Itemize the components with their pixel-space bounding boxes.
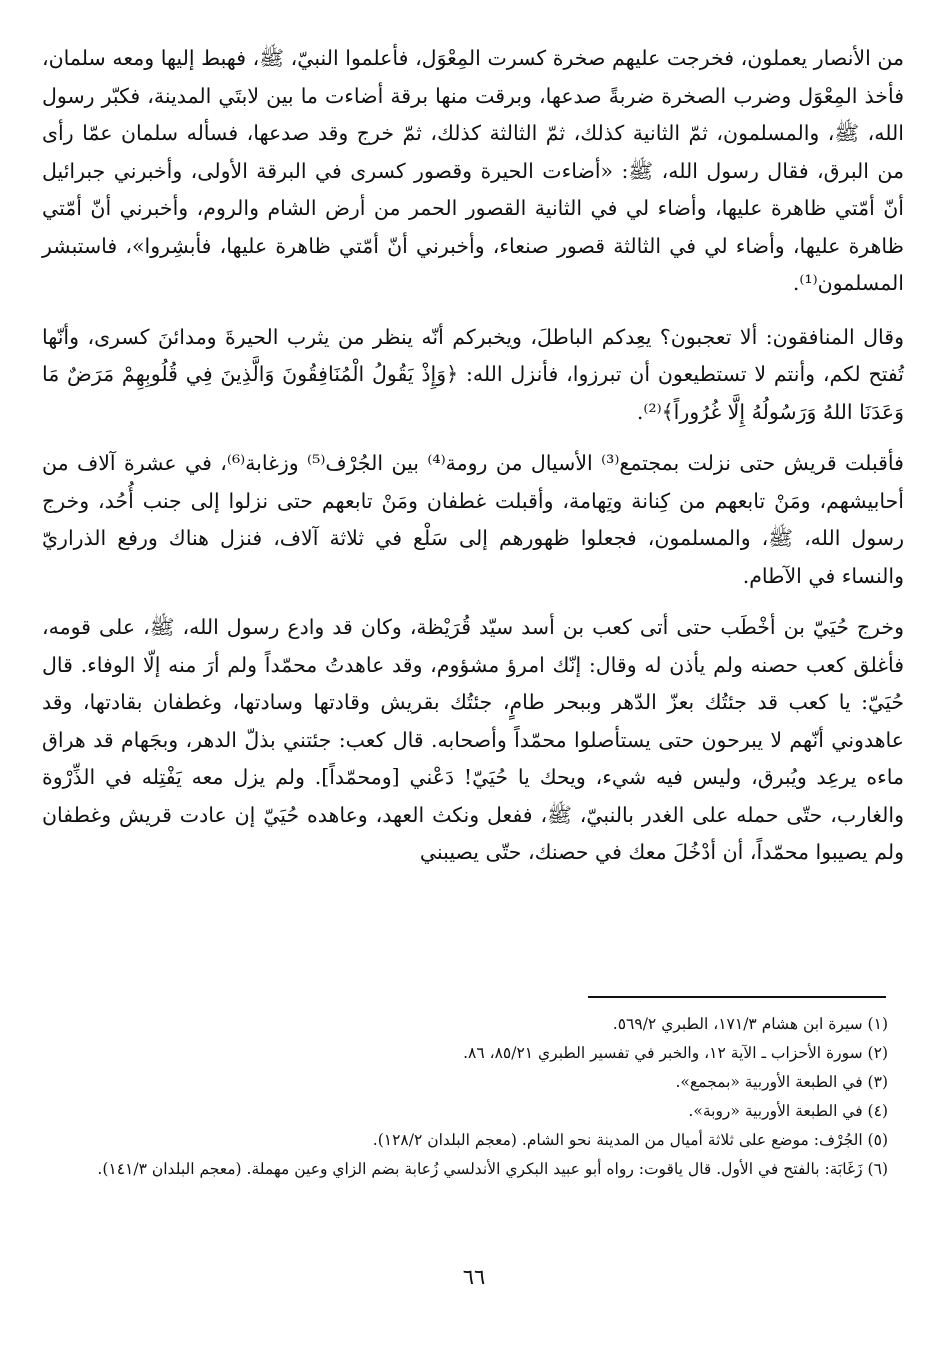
footnote-6: (٦) زَغَابَة: بالفتح في الأول. قال ياقوت: رواه أبو عبيد البكري الأندلسي زُعابة بضم الزاي وعين مهملة. (معجم البلدان ١٤١/٣).: [97, 1160, 888, 1178]
footnote-5: (٥) الجُرْف: موضع على ثلاثة أميال من المدينة نحو الشام. (معجم البلدان ١٢٨/٢).: [372, 1131, 888, 1149]
footnote-3: (٣) في الطبعة الأوربية «بمجمع».: [675, 1073, 888, 1091]
footnote-1: (١) سيرة ابن هشام ١٧١/٣، الطبري ٥٦٩/٢.: [612, 1015, 888, 1033]
paragraph-1: من الأنصار يعملون، فخرجت عليهم صخرة كسرت المِعْوَل، فأعلموا النبيّ، ﷺ، فهبط إليها ومعه سلمان، فأخذ المِعْوَل وضرب الصخرة ضربةً صدعها، وبرقت منها برقة أضاءت ما بين لابتَي المدينة، فكبّر رسول الله، ﷺ، والمسلمون، ثمّ الثانية كذلك، ثمّ الثالثة كذلك، ثمّ خرج وقد صدعها، فسأله سلمان عمّا رأى من البرق، فقال رسول الله، ﷺ: «أضاءت الحيرة وقصور كسرى في البرقة الأولى، وأخبرني جبرائيل أنّ أمّتي ظاهرة عليها، وأضاء لي في الثانية القصور الحمر من أرض الشام والروم، وأخبرني أنّ أمّتي ظاهرة عليها، وأضاء لي في الثالثة قصور صنعاء، وأخبرني أنّ أمّتي ظاهرة عليها، فأبشِروا»، فاستبشر المسلمون⁽¹⁾.: [42, 46, 904, 295]
paragraph-4: وخرج حُيَيّ بن أخْطَب حتى أتى كعب بن أسد سيّد قُرَيْظة، وكان قد وادع رسول الله، ﷺ، على قومه، فأغلق كعب حصنه ولم يأذن له وقال: إنّك امرؤ مشؤوم، وقد عاهدتُ محمّداً ولم أرَ منه إلّا الوفاء. قال حُيَيّ: يا كعب قد جئتُك بعزّ الدّهر وببحر طامٍ، جئتُك بقريش وقادتها وسادتها، وغطفان بقادتها، وقد عاهدوني أنّهم لا يبرحون حتى يستأصلوا محمّداً وأصحابه. قال كعب: جئتني بذلّ الدهر، وبجَهام قد هراق ماءه يرعِد ويُبرق، وليس فيه شيء، ويحك يا حُيَيّ! دَعْني [ومحمّداً]. ولم يزل معه يَفْتِله في الذِّرْوة والغارب، حتّى حمله على الغدر بالنبيّ، ﷺ، ففعل ونكث العهد، وعاهده حُيَيّ إن عادت قريش وغطفان ولم يصيبوا محمّداً، أن أدْخُلَ معك في حصنك، حتّى يصيبني: [42, 615, 904, 864]
paragraph-3: فأقبلت قريش حتى نزلت بمجتمع⁽³⁾ الأسيال من رومة⁽⁴⁾ بين الجُرْف⁽⁵⁾ وزغابة⁽⁶⁾، في عشرة آلاف من أحابيشهم، ومَنْ تابعهم من كِنانة وتِهامة، وأقبلت غطفان ومَنْ تابعهم حتى نزلوا إلى جنب أُحُد، وخرج رسول الله، ﷺ، والمسلمون، فجعلوا ظهورهم إلى سَلْع في ثلاثة آلاف، فنزل هناك ورفع الذراريّ والنساء في الآطام.: [42, 451, 904, 588]
footnote-2: (٢) سورة الأحزاب ـ الآية ١٢، والخبر في تفسير الطبري ٨٥/٢١، ٨٦.: [463, 1044, 888, 1062]
footnote-separator: [588, 996, 886, 998]
paragraph-2: وقال المنافقون: ألا تعجبون؟ يعِدكم الباطلَ، ويخبركم أنّه ينظر من يثرب الحيرةَ ومدائنَ كسرى، وأنّها تُفتح لكم، وأنتم لا تستطيعون أن تبرزوا، فأنزل الله: ﴿وَإِذْ يَقُولُ الْمُنَافِقُونَ وَالَّذِينَ فِي قُلُوبِهِمْ مَرَضٌ مَا وَعَدَنَا اللهُ وَرَسُولُهُ إِلَّا غُرُوراً﴾⁽²⁾.: [42, 324, 904, 424]
page-number: ٦٦: [462, 1265, 486, 1289]
main-text: [42, 40, 904, 886]
footnote-4: (٤) في الطبعة الأوربية «روبة».: [688, 1102, 888, 1120]
footnotes: [60, 1010, 888, 1184]
